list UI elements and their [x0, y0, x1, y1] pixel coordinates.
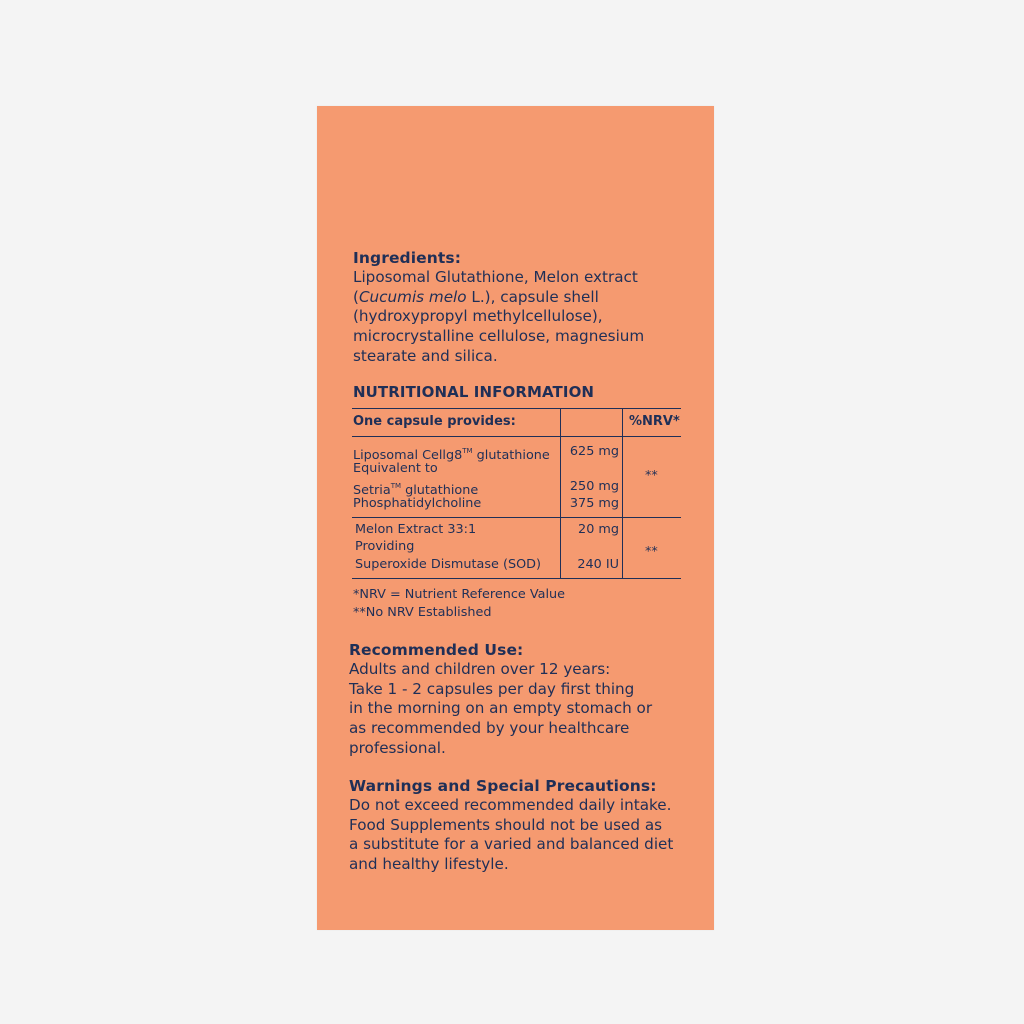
warnings-line: Food Supplements should not be used as: [349, 815, 663, 834]
latin-name: Cucumis melo: [358, 287, 467, 306]
ingredients-line: microcrystalline cellulose, magnesium: [353, 327, 645, 346]
table-row-name: Liposomal Cellg8™ glutathione: [353, 447, 550, 463]
warnings-section: [349, 776, 699, 875]
table-rule-header: [352, 436, 681, 437]
ingredients-section: [353, 248, 693, 367]
table-rule-bottom: [352, 578, 681, 579]
table-row-amount: 375 mg: [569, 496, 619, 511]
ingredients-line: (hydroxypropyl methylcellulose),: [353, 307, 603, 326]
table-row-amount: 625 mg: [569, 444, 619, 459]
table-row-name: Melon Extract 33:1: [355, 522, 477, 537]
table-row-amount: 250 mg: [569, 479, 619, 494]
table-row-nrv: **: [645, 544, 658, 559]
warnings-text: [349, 796, 699, 875]
table-row-name: Phosphatidylcholine: [353, 496, 482, 511]
ingredients-line: (Cucumis melo L.), capsule shell: [353, 287, 599, 306]
table-row-name: Providing: [355, 539, 415, 554]
warnings-title: Warnings and Special Precautions:: [349, 777, 657, 795]
recommended-use-title: Recommended Use:: [349, 641, 524, 659]
ingredients-line: stearate and silica.: [353, 346, 498, 365]
footnote: *NRV = Nutrient Reference Value: [353, 587, 566, 602]
nutrition-table: [352, 408, 681, 581]
table-row-name: Equivalent to: [353, 461, 438, 476]
ingredients-line: Liposomal Glutathione, Melon extract: [353, 268, 638, 286]
recommended-line: in the morning on an empty stomach or: [349, 699, 653, 718]
footnote: **No NRV Established: [353, 604, 492, 620]
table-divider-nrv: [622, 408, 623, 579]
ingredients-title: Ingredients:: [353, 249, 462, 267]
recommended-use-text: [349, 660, 699, 759]
recommended-line: Take 1 - 2 capsules per day first thing: [349, 679, 635, 698]
recommended-line: Adults and children over 12 years:: [349, 660, 611, 678]
nutrition-title: NUTRITIONAL INFORMATION: [353, 383, 595, 401]
warnings-line: a substitute for a varied and balanced diet: [349, 835, 674, 854]
ingredients-text: [353, 268, 693, 367]
table-header-provides: One capsule provides:: [353, 414, 516, 429]
recommended-line: as recommended by your healthcare: [349, 719, 630, 738]
table-row-nrv: **: [645, 468, 658, 483]
table-row-name: Setria™ glutathione: [353, 482, 479, 498]
supplement-label-panel: [317, 106, 714, 930]
nrv-footnotes: [353, 586, 565, 621]
table-row-amount: 20 mg: [578, 522, 619, 537]
table-rule-middle: [352, 517, 681, 518]
table-row-amount: 240 IU: [577, 557, 619, 572]
table-rule-top: [352, 408, 681, 409]
recommended-line: professional.: [349, 738, 446, 757]
warnings-line: Do not exceed recommended daily intake.: [349, 796, 672, 814]
recommended-use-section: [349, 640, 699, 759]
warnings-line: and healthy lifestyle.: [349, 855, 509, 874]
table-header-nrv: %NRV*: [629, 414, 680, 429]
table-row-name: Superoxide Dismutase (SOD): [355, 557, 541, 572]
